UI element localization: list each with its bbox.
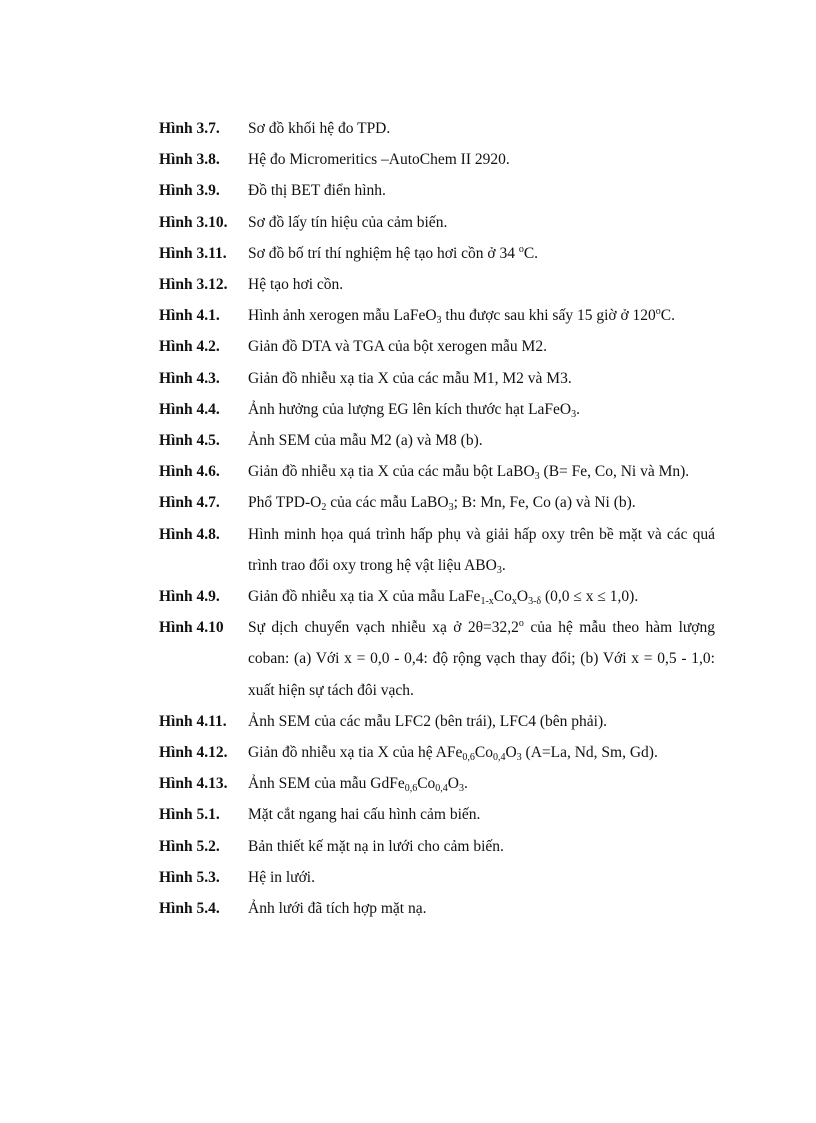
figure-label: Hình 4.8.: [159, 525, 220, 543]
caption-superscript: o: [655, 306, 661, 318]
figure-label: Hình 4.6.: [159, 463, 220, 481]
figure-caption: [248, 238, 715, 269]
figure-entry: [159, 519, 715, 581]
caption-text: Hệ đo Micromeritics –AutoChem II 2920.: [248, 151, 510, 169]
caption-text: Sơ đồ lấy tín hiệu của cảm biến.: [248, 213, 448, 231]
caption-subscript: 3: [436, 315, 442, 327]
caption-text: C.: [660, 307, 675, 325]
caption-text: (A=La, Nd, Sm, Gd).: [521, 744, 658, 762]
caption-text: Phổ TPD-O: [248, 494, 322, 512]
caption-text: của các mẫu LaBO: [326, 494, 449, 512]
figure-caption: [248, 831, 715, 862]
caption-text: Ảnh SEM của mẫu GdFe: [248, 775, 405, 793]
figure-caption: [248, 581, 715, 612]
figure-label: Hình 4.10: [159, 619, 224, 637]
figure-entry: [159, 394, 715, 425]
figure-label: Hình 4.3.: [159, 369, 220, 387]
figure-caption: [248, 487, 715, 518]
caption-superscript: o: [518, 243, 524, 255]
figure-caption: [248, 893, 715, 924]
figure-entry: [159, 300, 715, 331]
figure-caption: [248, 113, 715, 144]
caption-subscript: 0,6: [404, 783, 418, 795]
caption-text: C.: [523, 244, 539, 262]
caption-text: Giản đồ nhiễu xạ tia X của mẫu LaFe: [248, 588, 481, 606]
caption-text: .: [576, 400, 580, 418]
figure-label: Hình 4.4.: [159, 400, 220, 418]
figure-entry: [159, 363, 715, 394]
caption-text: của hệ mẫu theo hàm lượng coban: (a) Với x = 0,0 - 0,4: độ rộng vạch thay đổi; (b) Với x = 0,5 - 1,0: xuất hiện sự tách đôi vạch.: [248, 619, 715, 699]
figure-label: Hình 5.3.: [159, 868, 220, 886]
caption-subscript: 2: [321, 502, 327, 514]
figure-label: Hình 5.4.: [159, 900, 220, 918]
caption-subscript: x: [511, 596, 517, 608]
caption-subscript: 3: [459, 783, 464, 795]
caption-superscript: o: [518, 618, 524, 630]
caption-text: Giản đồ nhiễu xạ tia X của hệ AFe: [248, 744, 463, 762]
caption-text: ; B: Mn, Fe, Co (a) và Ni (b).: [453, 494, 636, 512]
caption-subscript: 0,6: [462, 752, 475, 764]
caption-text: O: [516, 588, 529, 606]
figure-entry: [159, 799, 715, 830]
caption-text: Giản đồ nhiễu xạ tia X của các mẫu M1, M2 và M3.: [248, 369, 572, 387]
figure-entry: [159, 581, 715, 612]
list-of-figures: [159, 113, 715, 924]
figure-caption: [248, 425, 715, 456]
caption-text: Ảnh lưới đã tích hợp mặt nạ.: [248, 900, 427, 918]
figure-caption: [248, 207, 715, 238]
caption-text: Đồ thị BET điển hình.: [248, 182, 386, 200]
figure-entry: [159, 175, 715, 206]
figure-entry: [159, 269, 715, 300]
figure-entry: [159, 768, 715, 799]
figure-label: Hình 3.10.: [159, 213, 228, 231]
figure-caption: [248, 768, 715, 799]
figure-entry: [159, 612, 715, 706]
caption-subscript: 3: [571, 408, 577, 420]
figure-caption: [248, 519, 715, 581]
figure-entry: [159, 893, 715, 924]
figure-entry: [159, 831, 715, 862]
caption-text: thu được sau khi sấy 15 giờ ở 120: [441, 307, 656, 325]
figure-label: Hình 3.7.: [159, 120, 220, 137]
caption-text: (B= Fe, Co, Ni và Mn).: [539, 463, 690, 481]
figure-entry: [159, 331, 715, 362]
figure-label: Hình 4.11.: [159, 712, 227, 730]
caption-text: Sự dịch chuyển vạch nhiễu xạ ở 2θ=32,2: [248, 619, 519, 637]
figure-entry: [159, 113, 715, 144]
caption-subscript: 3: [496, 564, 502, 576]
figure-label: Hình 3.11.: [159, 244, 227, 262]
figure-caption: [248, 144, 715, 175]
caption-text: Co: [474, 744, 493, 762]
figure-entry: [159, 238, 715, 269]
caption-text: Sơ đồ khối hệ đo TPD.: [248, 120, 391, 137]
caption-text: Ảnh SEM của các mẫu LFC2 (bên trái), LFC4 (bên phải).: [248, 712, 607, 730]
caption-subscript: 3: [534, 471, 540, 483]
figure-entry: [159, 456, 715, 487]
figure-entry: [159, 144, 715, 175]
figure-caption: [248, 737, 715, 768]
figure-label: Hình 4.12.: [159, 744, 228, 762]
figure-caption: [248, 799, 715, 830]
caption-text: Mặt cắt ngang hai cấu hình cảm biến.: [248, 806, 481, 824]
figure-caption: [248, 456, 715, 487]
figure-caption: [248, 862, 715, 893]
figure-entry: [159, 862, 715, 893]
caption-text: Hình ảnh xerogen mẫu LaFeO: [248, 307, 437, 325]
caption-text: O: [505, 744, 517, 762]
caption-text: (0,0 ≤ x ≤ 1,0).: [541, 588, 639, 606]
figure-caption: [248, 269, 715, 300]
figure-entry: [159, 207, 715, 238]
figure-caption: [248, 363, 715, 394]
caption-text: Bản thiết kế mặt nạ in lưới cho cảm biến.: [248, 837, 504, 855]
figure-label: Hình 5.1.: [159, 806, 220, 824]
figure-caption: [248, 331, 715, 362]
caption-text: Ảnh hưởng của lượng EG lên kích thước hạt LaFeO: [248, 400, 572, 418]
caption-subscript: 0,4: [492, 752, 506, 764]
caption-text: .: [501, 556, 506, 574]
caption-text: Ảnh SEM của mẫu M2 (a) và M8 (b).: [248, 432, 483, 450]
figure-label: Hình 4.9.: [159, 588, 220, 606]
figure-label: Hình 3.12.: [159, 276, 228, 294]
figure-label: Hình 3.9.: [159, 182, 220, 200]
figure-caption: [248, 300, 715, 331]
figure-label: Hình 4.13.: [159, 775, 228, 793]
caption-text: Co: [493, 588, 512, 606]
caption-text: Giản đồ nhiễu xạ tia X của các mẫu bột LaBO: [248, 463, 535, 481]
figure-entry: [159, 487, 715, 518]
figure-entry: [159, 425, 715, 456]
caption-text: Giản đồ DTA và TGA của bột xerogen mẫu M2.: [248, 338, 547, 356]
caption-text: Hình minh họa quá trình hấp phụ và giải hấp oxy trên bề mặt và các quá trình trao đổi oxy trong hệ vật liệu ABO: [248, 525, 715, 574]
caption-subscript: 0,4: [435, 783, 448, 795]
caption-text: Sơ đồ bố trí thí nghiệm hệ tạo hơi cồn ở 34: [248, 244, 519, 262]
figure-label: Hình 4.1.: [159, 307, 220, 325]
figure-label: Hình 3.8.: [159, 151, 220, 169]
figure-label: Hình 4.7.: [159, 494, 220, 512]
caption-text: Co: [417, 775, 436, 793]
figure-entry: [159, 706, 715, 737]
caption-text: Hệ tạo hơi cồn.: [248, 276, 344, 294]
figure-label: Hình 4.2.: [159, 338, 220, 356]
figure-label: Hình 4.5.: [159, 432, 220, 450]
caption-subscript: 1-x: [480, 596, 494, 608]
caption-subscript: 3: [516, 752, 522, 764]
figure-caption: [248, 706, 715, 737]
caption-text: .: [464, 775, 468, 793]
caption-text: Hệ in lưới.: [248, 868, 315, 886]
caption-subscript: 3-δ: [528, 596, 542, 608]
figure-caption: [248, 175, 715, 206]
figure-entry: [159, 737, 715, 768]
caption-subscript: 3: [448, 502, 454, 514]
figure-caption: [248, 394, 715, 425]
figure-caption: [248, 612, 715, 706]
caption-text: O: [447, 775, 459, 793]
figure-label: Hình 5.2.: [159, 837, 220, 855]
